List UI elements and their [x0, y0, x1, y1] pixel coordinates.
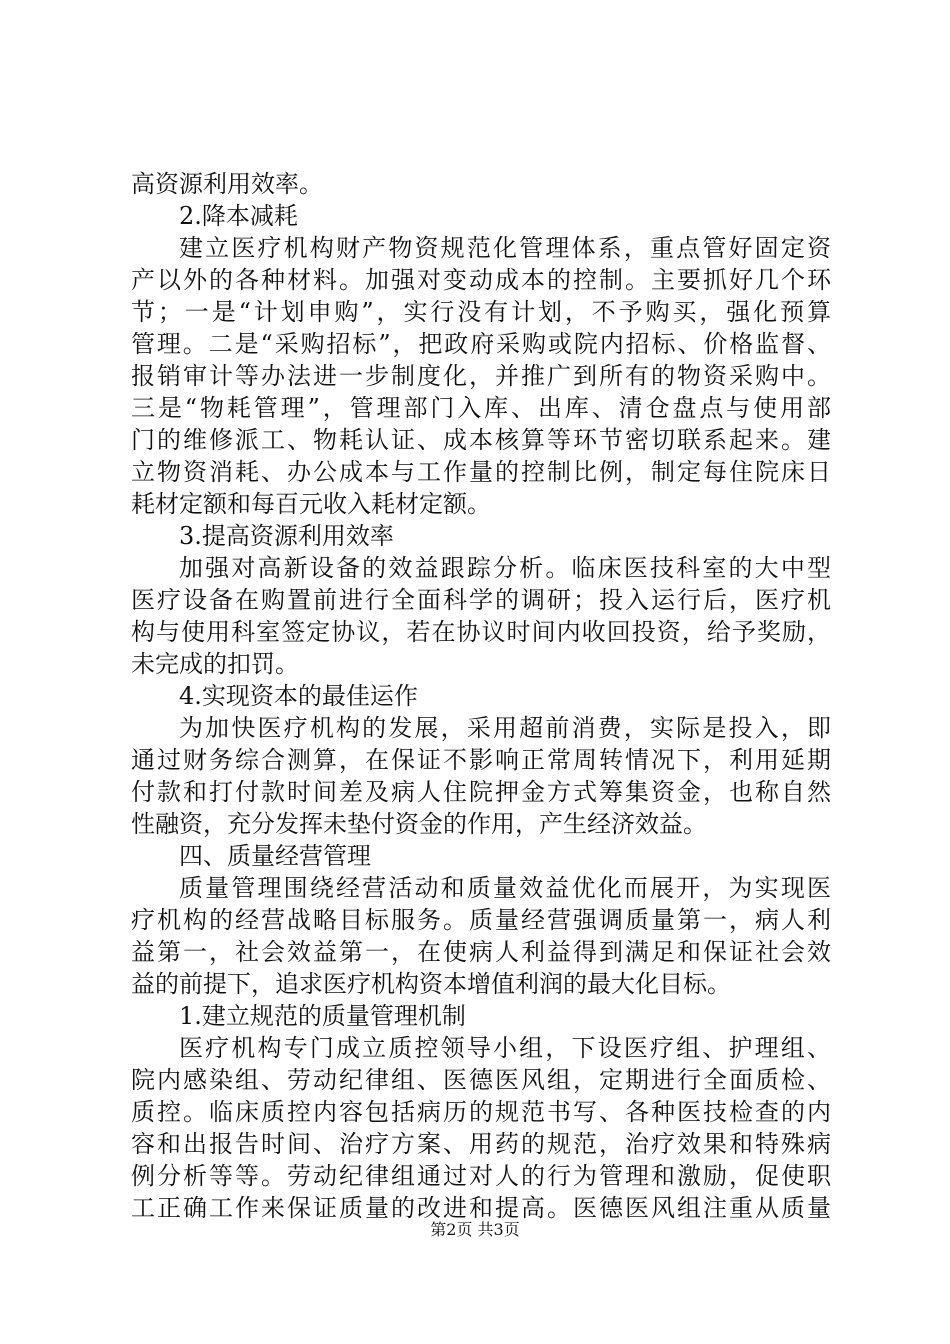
text-line: 益的前提下，追求医疗机构资本增值利润的最大化目标。: [131, 970, 731, 998]
text-line: 四、质量经营管理: [179, 842, 371, 870]
text-line: 产以外的各种材料。加强对变动成本的控制。主要抓好几个环: [131, 266, 831, 294]
text-line: 4.实现资本的最佳运作: [179, 682, 418, 710]
text-line: 管理。二是“采购招标”，把政府采购或院内招标、价格监督、: [131, 330, 831, 358]
text-line: 质控。临床质控内容包括病历的规范书写、各种医技检查的内: [131, 1098, 831, 1126]
text-line: 加强对高新设备的效益跟踪分析。临床医技科室的大中型: [179, 554, 831, 582]
text-line: 高资源利用效率。: [131, 170, 323, 198]
text-line: 例分析等等。劳动纪律组通过对人的行为管理和激励，促使职: [131, 1162, 831, 1190]
text-line: 2.降本减耗: [179, 202, 298, 230]
text-line: 节；一是“计划申购”，实行没有计划，不予购买，强化预算: [131, 298, 831, 326]
text-line: 质量管理围绕经营活动和质量效益优化而展开，为实现医: [179, 874, 831, 902]
text-line: 1.建立规范的质量管理机制: [179, 1002, 466, 1030]
text-line: 院内感染组、劳动纪律组、医德医风组，定期进行全面质检、: [131, 1066, 831, 1094]
text-line: 3.提高资源利用效率: [179, 522, 394, 550]
text-line: 立物资消耗、办公成本与工作量的控制比例，制定每住院床日: [131, 458, 831, 486]
text-line: 为加快医疗机构的发展，采用超前消费，实际是投入，即: [179, 714, 831, 742]
text-line: 益第一，社会效益第一，在使病人利益得到满足和保证社会效: [131, 938, 831, 966]
text-line: 未完成的扣罚。: [131, 650, 299, 678]
document-body: [131, 168, 831, 1224]
text-line: 建立医疗机构财产物资规范化管理体系，重点管好固定资: [179, 234, 831, 262]
text-line: 构与使用科室签定协议，若在协议时间内收回投资，给予奖励，: [131, 618, 831, 646]
text-line: 耗材定额和每百元收入耗材定额。: [131, 490, 491, 518]
text-line: 医疗机构专门成立质控领导小组，下设医疗组、护理组、: [179, 1034, 831, 1062]
text-line: 报销审计等办法进一步制度化，并推广到所有的物资采购中。: [131, 362, 831, 390]
text-line: 工正确工作来保证质量的改进和提高。医德医风组注重从质量: [131, 1194, 831, 1222]
text-line: 医疗设备在购置前进行全面科学的调研；投入运行后，医疗机: [131, 586, 831, 614]
text-line: 三是“物耗管理”，管理部门入库、出库、清仓盘点与使用部: [131, 394, 831, 422]
page-footer: 第2页 共3页: [430, 1220, 520, 1239]
text-line: 门的维修派工、物耗认证、成本核算等环节密切联系起来。建: [131, 426, 831, 454]
text-line: 付款和打付款时间差及病人住院押金方式筹集资金，也称自然: [131, 778, 831, 806]
text-line: 性融资，充分发挥未垫付资金的作用，产生经济效益。: [131, 810, 707, 838]
text-line: 通过财务综合测算，在保证不影响正常周转情况下，利用延期: [131, 746, 831, 774]
text-line: 疗机构的经营战略目标服务。质量经营强调质量第一，病人利: [131, 906, 831, 934]
text-line: 容和出报告时间、治疗方案、用药的规范，治疗效果和特殊病: [131, 1130, 831, 1158]
